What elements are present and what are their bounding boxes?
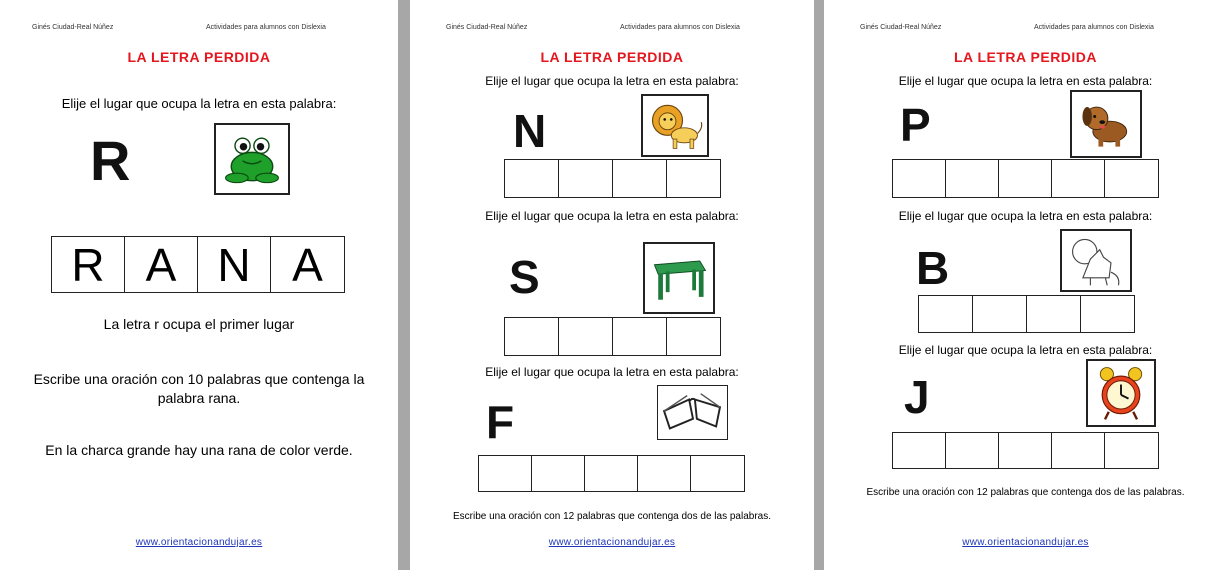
frog-icon [214,123,290,195]
glasses-icon [657,385,728,440]
answer-box[interactable] [998,432,1052,469]
task-text: Escribe una oración con 12 palabras que contenga dos de las palabras. [866,487,1185,498]
answer-box[interactable] [478,455,532,492]
table-icon [643,242,715,314]
header-author: Ginés Ciudad-Real Núñez [446,24,528,31]
answer-box[interactable] [945,432,999,469]
answer-box[interactable] [637,455,691,492]
target-letter: N [513,105,547,157]
wolf-howling-icon [1060,229,1132,292]
instruction-text: Elije el lugar que ocupa la letra en esta palabra: [898,343,1153,357]
answer-box[interactable] [1104,159,1159,198]
letter-box[interactable]: A [124,236,198,293]
instruction-text: Elije el lugar que ocupa la letra en esta palabra: [898,74,1153,88]
instruction-text: Elije el lugar que ocupa la letra en esta palabra: [898,209,1153,223]
answer-box[interactable] [558,317,613,356]
footer-link[interactable]: www.orientacionandujar.es [135,537,263,548]
answer-box[interactable] [998,159,1052,198]
page-title: LA LETRA PERDIDA [953,49,1098,65]
answer-boxes [918,295,1135,333]
answer-box[interactable] [945,159,999,198]
footer-link[interactable]: www.orientacionandujar.es [548,537,676,548]
answer-box[interactable] [1051,432,1105,469]
instruction-text: Elije el lugar que ocupa la letra en esta palabra: [485,74,739,88]
worksheet-page-1 [0,0,398,570]
letter-box[interactable]: N [197,236,271,293]
letter-box[interactable]: A [270,236,345,293]
header-subtitle: Actividades para alumnos con Dislexia [206,24,326,31]
instruction-text: Elije el lugar que ocupa la letra en esta palabra: [485,209,739,223]
answer-box[interactable] [1051,159,1105,198]
answer-box[interactable] [584,455,638,492]
task-text: Escribe una oración con 10 palabras que contenga la palabra rana. [33,371,365,406]
page-title: LA LETRA PERDIDA [540,49,684,65]
answer-box[interactable] [504,159,559,198]
answer-box[interactable] [531,455,585,492]
alarm-clock-icon [1086,359,1156,427]
header-subtitle: Actividades para alumnos con Dislexia [620,24,740,31]
answer-box[interactable] [1080,295,1135,333]
answer-boxes [892,159,1159,198]
answer-box[interactable] [612,159,667,198]
answer-box[interactable] [666,159,721,198]
target-letter: F [486,396,515,448]
letter-box[interactable]: R [51,236,125,293]
answer-boxes [478,455,745,492]
target-letter: J [904,371,930,423]
footer-link[interactable]: www.orientacionandujar.es [962,537,1089,548]
answer-box[interactable] [1026,295,1081,333]
lion-icon [641,94,709,157]
answer-boxes [504,159,721,198]
answer-box[interactable] [558,159,613,198]
answer-boxes [504,317,721,356]
answer-box[interactable] [504,317,559,356]
instruction-text: Elije el lugar que ocupa la letra en esta palabra: [61,96,337,111]
task-text: Escribe una oración con 12 palabras que contenga dos de las palabras. [453,511,771,522]
answer-boxes [892,432,1159,469]
page-title: LA LETRA PERDIDA [127,49,271,65]
worksheet-page-2 [410,0,814,570]
answer-box[interactable] [612,317,667,356]
dog-icon [1070,90,1142,158]
header-subtitle: Actividades para alumnos con Dislexia [1034,24,1154,31]
word-letter-boxes [51,236,345,293]
header-author: Ginés Ciudad-Real Núñez [860,24,942,31]
worksheet-page-3 [824,0,1227,570]
example-sentence: En la charca grande hay una rana de color verde. [45,442,353,458]
target-letter: B [916,242,950,294]
answer-box[interactable] [690,455,745,492]
answer-box[interactable] [892,432,946,469]
header-author: Ginés Ciudad-Real Núñez [32,24,114,31]
explanation-text: La letra r ocupa el primer lugar [103,316,295,332]
instruction-text: Elije el lugar que ocupa la letra en esta palabra: [485,365,739,379]
answer-box[interactable] [972,295,1027,333]
target-letter: S [509,251,540,303]
answer-box[interactable] [918,295,973,333]
target-letter: R [90,129,131,192]
answer-box[interactable] [892,159,946,198]
answer-box[interactable] [1104,432,1159,469]
answer-box[interactable] [666,317,721,356]
target-letter: P [900,99,931,151]
